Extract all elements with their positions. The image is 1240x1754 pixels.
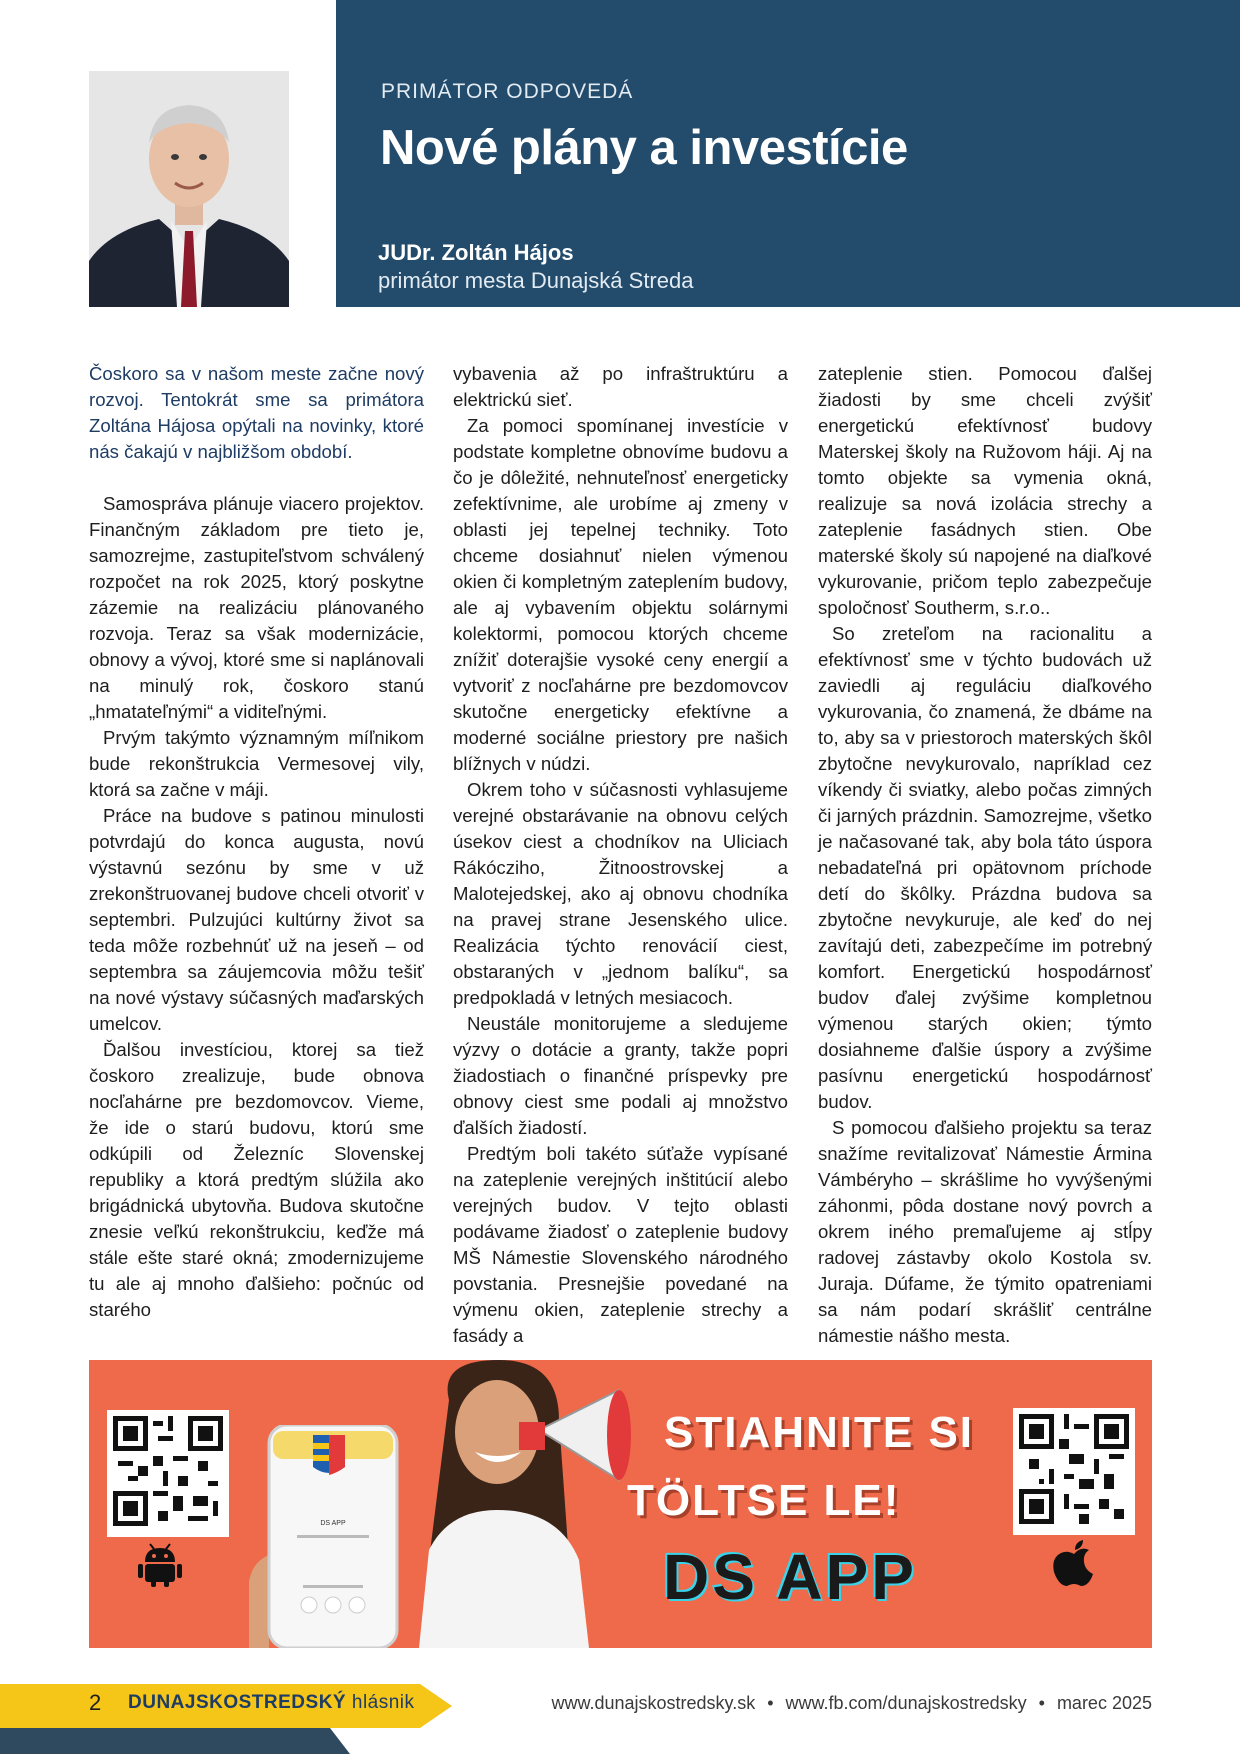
paragraph: Ďalšou investíciou, ktorej sa tiež čoskoro zrealizuje, bude obnova nocľahárne pre bezdomovcov. Vieme, že ide o starú budovu, ktorú sme odkúpili od Železníc Slovenskej republiky a ktorá predtým slúžila ako brigádnická ubytovňa. Budova skutočne znesie veľkú rekonštrukciu, keďže má stále ešte staré okná; zmodernizujeme tu ale aj mnoho ďalšieho: počnúc od starého: [89, 1039, 424, 1320]
author-portrait: [89, 71, 289, 307]
footer-links: www.dunajskostredsky.sk • www.fb.com/dunajskostredsky • marec 2025: [551, 1693, 1152, 1713]
app-promo-banner[interactable]: [89, 1360, 1152, 1648]
phone-app-title: DS APP: [320, 1520, 346, 1527]
paragraph: Prvým takýmto významným míľnikom bude rekonštrukcia Vermesovej vily, ktorá sa začne v máji.: [89, 727, 424, 800]
paragraph: S pomocou ďalšieho projektu sa teraz snažíme revitalizovať Námestie Ármina Vámbéryho – skrášlime ho vyvýšenými záhonmi, pôda dostane nový povrch a okrem iného premaľujeme aj stĺpy radovej zástavby okolo Kostola sv. Juraja. Dúfame, že týmito opatreniami sa nám podarí skrášliť centrálne námestie nášho mesta.: [818, 1117, 1152, 1346]
page-title: Nové plány a investície: [380, 121, 908, 175]
paragraph: Samospráva plánuje viacero projektov. Finančným základom pre tieto je, samozrejme, zastupiteľstvom schválený rozpočet na rok 2025, ktorý poskytne zázemie na realizáciu plánovaného rozvoja. Teraz sa však modernizácie, obnovy a vývoj, ktoré sme si naplánovali na minulý rok, čoskoro stanú „hmatateľnými“ a viditeľnými.: [89, 493, 424, 722]
banner-app-name: DS APP: [663, 1541, 917, 1613]
paragraph: Okrem toho v súčasnosti vyhlasujeme verejné obstarávanie na obnovu celých úsekov ciest a chodníkov na Uliciach Rákócziho, Žitnoostrovskej a Malotejedskej, ako aj obnovu chodníka na pravej strane Jesenského ulice. Realizácia týchto renovácií ciest, obstaraných v „jednom balíku“, sa predpokladá v letných mesiacoch.: [453, 779, 788, 1008]
issue-date: marec 2025: [1056, 1693, 1152, 1713]
page-number: 2: [89, 1690, 102, 1715]
paragraph: vybavenia až po infraštruktúru a elektrickú sieť.: [453, 363, 788, 410]
banner-headline-hu: TÖLTSE LE!: [627, 1476, 901, 1525]
paragraph: Za pomoci spomínanej investície v podstate kompletne obnovíme budovu a čo je dôležité, nehnuteľnosť energeticky zefektívnime, ale urobíme aj zmeny v oblasti jej tepelnej techniky. Toto chceme dosiahnuť nielen výmenou okien či kompletným zateplením budovy, ale aj vybavením objektu solárnymi kolektormi, pomocou ktorých chceme znížiť doterajšie vysoké ceny energií a vytvoriť z nocľahárne pre bezdomovcov skutočne energeticky efektívne a moderné sociálne priestory pre našich blížnych v núdzi.: [453, 415, 788, 774]
publication-brand: [128, 1692, 415, 1714]
qr-code-android[interactable]: [107, 1410, 229, 1537]
article-column-3: [818, 361, 1152, 1349]
website-link[interactable]: www.dunajskostredsky.sk: [551, 1693, 756, 1713]
brand-sub: hlásnik: [351, 1692, 415, 1713]
banner-headline-sk: STIAHNITE SI: [664, 1408, 975, 1457]
section-label: PRIMÁTOR ODPOVEDÁ: [381, 80, 634, 103]
paragraph: Neustále monitorujeme a sledujeme výzvy o dotácie a granty, takže popri žiadostiach o finančné príspevky pre obnovy ciest sme podali aj množstvo ďalších žiadostí.: [453, 1013, 788, 1138]
article-lead: Čoskoro sa v našom meste začne nový rozvoj. Tentokrát sme sa primátora Zoltána Hájosa opýtali na novinky, ktoré nás čakajú v najbližšom období.: [89, 363, 424, 462]
android-icon: [135, 1538, 185, 1593]
article-column-1: [89, 361, 424, 1323]
article-column-2: [453, 361, 788, 1349]
author-name: JUDr. Zoltán Hájos: [378, 240, 574, 265]
author-role: primátor mesta Dunajská Streda: [378, 268, 694, 293]
paragraph: Predtým boli takéto súťaže vypísané na zateplenie verejných inštitúcií alebo verejných budov. V tejto oblasti podávame žiadosť o zateplenie budovy MŠ Námestie Slovenského národného povstania. Presnejšie povedané na výmenu okien, zateplenie strechy a fasády a: [453, 1143, 788, 1346]
paragraph: So zreteľom na racionalitu a efektívnosť sme v týchto budovách už zaviedli aj reguláciu diaľkového vykurovania, čo znamená, že dbáme na to, aby sa v priestoroch materských škôl zbytočne nevykurovalo, napríklad cez víkendy či sviatky, alebo počas zimných či jarných prázdnin. Samozrejme, všetko je načasované tak, aby bola táto úspora nebadateľná pri opätovnom príchode detí do škôlky. Prázdna budova sa zbytočne nevykuruje, ale keď do nej zavítajú deti, zabezpečíme im potrebný komfort. Energetickú hospodárnosť budov ďalej zvýšime kompletnou výmenou starých okien; týmto dosiahneme ďalšie úspory a zvýšime pasívnu energetickú hospodárnosť budov.: [818, 623, 1152, 1112]
phone-mockup: [249, 1425, 409, 1648]
facebook-link[interactable]: www.fb.com/dunajskostredsky: [785, 1693, 1027, 1713]
apple-icon: [1051, 1538, 1097, 1595]
woman-with-megaphone-illustration: [389, 1360, 649, 1648]
brand-name: DUNAJSKOSTREDSKÝ: [128, 1692, 347, 1713]
qr-code-ios[interactable]: [1013, 1408, 1135, 1535]
paragraph: zateplenie stien. Pomocou ďalšej žiadosti by sme chceli zvýšiť energetickú efektívnosť budovy Materskej školy na Ružovom háji. Aj na tomto objekte sa vymenia okná, realizuje sa nová izolácia strechy a zateplenie fasádnych stien. Obe materské školy sú napojené na diaľkové vykurovanie, pričom teplo zabezpečuje spoločnosť Southerm, s.r.o..: [818, 363, 1152, 618]
paragraph: Práce na budove s patinou minulosti potvrdajú do konca augusta, novú výstavnú sezónu by sme v už zrekonštruovanej budove chceli otvoriť v septembri. Pulzujúci kultúrny život sa teda môže rozbehnúť už na jeseň – od septembra sa záujemcovia môžu tešiť na nové výstavy súčasných maďarských umelcov.: [89, 805, 424, 1034]
